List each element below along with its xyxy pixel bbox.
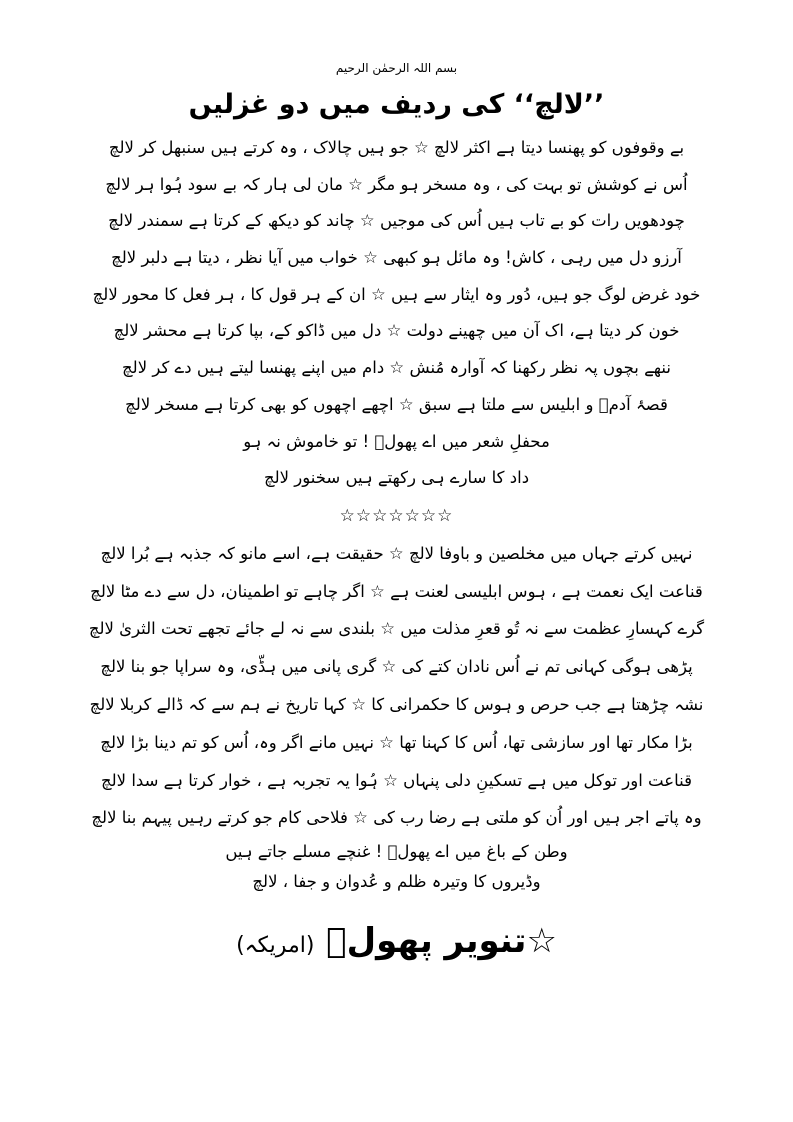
- poet-location: (امریکہ): [236, 933, 315, 959]
- ghazal-2-couplet-7: قناعت اور توکل میں ہے تسکینِ دلی پنہاں ☆ ہُوا یہ تجربہ ہے ، خوار کرتا ہے سدا لالچ: [101, 770, 692, 790]
- ghazal-1-couplet-1: بے وقوفوں کو پھنسا دیتا ہے اکثر لالچ ☆ جو ہیں چالاک ، وہ کرتے ہیں سنبھل کر لالچ: [108, 138, 685, 157]
- ghazal-1-couplet-4: آرزو دل میں رہی ، کاش! وہ مائل ہو کبھی ☆ خواب میں آیا نظر ، دیتا ہے دلبر لالچ: [111, 248, 682, 268]
- ghazal-2-couplet-2: قناعت ایک نعمت ہے ، ہوس ابلیسی لعنت ہے ☆ اگر چاہے تو اطمینان، دل سے دے مٹا لالچ: [90, 581, 703, 601]
- ghazal-1: [57, 130, 737, 497]
- ghazal-2-couplet-1: نہیں کرتے جہاں میں مخلصین و باوفا لالچ ☆ حقیقت ہے، اسے مانو کہ جذبہ ہے بُرا لالچ: [100, 543, 693, 563]
- poet-name: تنویر پھولؔ: [326, 921, 527, 962]
- ghazal-1-maqta-line-1: محفلِ شعر میں اے پھولؔ ! تو خاموش نہ ہو: [243, 431, 550, 451]
- ghazal-1-couplet-7: ننھے بچوں پہ نظر رکھنا کہ آوارہ مُنش ☆ دام میں اپنے پھنسا لیتے ہیں دے کر لالچ: [122, 358, 671, 378]
- bismillah: بسم اللہ الرحمٰن الرحیم: [335, 61, 458, 75]
- ghazal-2-maqta-line-2: وڈیروں کا وتیرہ ظلم و عُدوان و جفا ، لالچ: [252, 872, 541, 892]
- poet-signature: [0, 911, 793, 971]
- ghazal-2-couplet-3: گرے کہسارِ عظمت سے نہ تُو قعرِ مذلت میں ☆ بلندی سے نہ لے جائے تجھے تحت الثریٰ لالچ: [88, 619, 705, 639]
- ghazal-1-couplet-8: قصۂ آدمؑ و ابلیس سے ملتا ہے سبق ☆ اچھے اچھوں کو بھی کرتا ہے مسخر لالچ: [125, 394, 668, 414]
- ghazal-1-couplet-5: خود غرض لوگ جو ہیں، دُور وہ ایثار سے ہیں ☆ ان کے ہر قول کا ، ہر فعل کا محور لالچ: [92, 284, 701, 304]
- star-divider: ☆☆☆☆☆☆☆: [339, 505, 454, 526]
- ghazal-2-couplet-8: وہ پاتے اجر ہیں اور اُن کو ملتی ہے رضا رب کی ☆ فلاحی کام جو کرتے رہیں پیہم بنا لالچ: [91, 808, 702, 828]
- ghazal-2-maqta-line-1: وطن کے باغ میں اے پھولؔ ! غنچے مسلے جاتے ہیں: [225, 842, 568, 862]
- page-title: ’’لالچ‘‘ کی ردیف میں دو غزلیں: [188, 89, 605, 120]
- ghazal-2: [57, 535, 737, 897]
- ghazal-2-couplet-6: بڑا مکار تھا اور سازشی تھا، اُس کا کہنا تھا ☆ نہیں مانے اگر وہ، اُس کو تم دینا بڑا لالچ: [100, 732, 693, 752]
- ghazal-2-couplet-5: نشہ چڑھتا ہے جب حرص و ہوس کا حکمرانی کا ☆ کہا تاریخ نے ہم سے کہ ڈالے کربلا لالچ: [89, 695, 704, 715]
- ghazal-1-maqta-line-2: داد کا سارے ہی رکھتے ہیں سخنور لالچ: [263, 468, 530, 488]
- ghazal-1-couplet-3: چودھویں رات کو بے تاب ہیں اُس کی موجیں ☆ چاند کو دیکھ کے کرتا ہے سمندر لالچ: [108, 211, 685, 231]
- star-icon: ☆: [526, 921, 557, 962]
- ghazal-2-couplet-4: پڑھی ہوگی کہانی تم نے اُس نادان کتے کی ☆ گری پانی میں ہڈّی، وہ سراپا جو بنا لالچ: [100, 657, 693, 677]
- ghazal-1-couplet-2: اُس نے کوشش تو بہت کی ، وہ مسخر ہو مگر ☆ مان لی ہار کہ بے سود ہُوا ہر لالچ: [105, 174, 688, 194]
- ghazal-1-couplet-6: خون کر دیتا ہے، اک آن میں چھینے دولت ☆ دل میں ڈاکو کے، بپا کرتا ہے محشر لالچ: [113, 321, 680, 341]
